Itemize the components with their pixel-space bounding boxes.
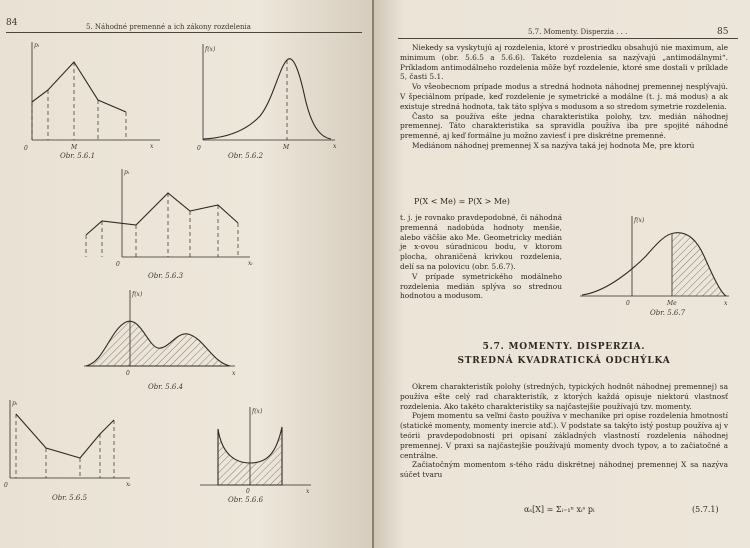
paragraph: Začiatočným momentom s-tého rádu diskrétnej náhodnej premennej X sa nazýva súčet tvaru bbox=[400, 460, 728, 480]
figure-5-6-6 bbox=[196, 403, 316, 493]
density-curve bbox=[203, 59, 331, 139]
origin-label: 0 bbox=[24, 145, 28, 152]
y-axis-label: f(x) bbox=[252, 408, 263, 415]
paragraph: Mediánom náhodnej premennej X sa nazýva taká jej hodnota Me, pre ktorú bbox=[412, 140, 695, 150]
paragraph: t. j. je rovnako pravdepodobné, či náhodná premenná nadobúda hodnoty menšie, alebo väčšie ako Me. Geometricky medián je x-ovou súradnicou bodu, v ktorom plocha, ohraničená krivkou rozdelenia, delí sa na polovicu (obr. 5.6.7). bbox=[400, 213, 562, 271]
x-axis-label: xᵢ bbox=[248, 260, 253, 267]
x-axis-label: xᵢ bbox=[126, 481, 131, 488]
right-header-rule bbox=[398, 38, 738, 39]
y-axis-label: f(x) bbox=[132, 291, 143, 298]
figure-5-6-7 bbox=[574, 212, 734, 308]
mode-label: M bbox=[71, 144, 78, 151]
paragraph: Pojem momentu sa veľmi často používa v mechanike pri opise rozdelenia hmotností (statické momenty, momenty inercie atď.). V podstate sa takýto istý postup používa aj v teórii pravdepodobnosti pri opisaní základných vlastností rozdelenia náhodnej premennej. V praxi sa najčastejšie používajú momenty dvoch typov, a to začiatočné a centrálne. bbox=[400, 411, 728, 460]
equation-number: (5.7.1) bbox=[692, 505, 719, 514]
median-formula: P(X < Me) = P(X > Me) bbox=[414, 197, 510, 206]
paragraph: Niekedy sa vyskytujú aj rozdelenia, ktoré v prostriedku obsahujú nie maximum, ale minimum (obr. 5.6.5 a 5.6.6). Takéto rozdelenia sa nazývajú „antimodálnymi“. Príkladom antimodálneho rozdelenia môže byť rozdelenie, ktoré sme dostali v príklade 5, časti 5.1. bbox=[400, 43, 728, 82]
figure-5-6-1 bbox=[20, 38, 170, 153]
origin-label: 0 bbox=[126, 370, 130, 377]
caption-5-6-7: Obr. 5.6.7 bbox=[650, 309, 686, 317]
y-axis-label: pᵢ bbox=[34, 42, 40, 49]
caption-5-6-2: Obr. 5.6.2 bbox=[228, 152, 264, 160]
paragraph: Často sa používa ešte jedna charakteristika polohy, tzv. medián náhodnej premennej. Táto charakteristika sa spravidla používa iba pre spojité náhodné premenné, aj keď formálne ju možno zaviesť i pre diskrétne premenné. bbox=[400, 111, 728, 141]
median-label: Me bbox=[667, 300, 677, 307]
polygon-line bbox=[32, 62, 126, 112]
caption-5-6-4: Obr. 5.6.4 bbox=[148, 383, 184, 391]
mode-label: M bbox=[283, 144, 290, 151]
left-running-header: 5. Náhodné premenné a ich zákony rozdelenia bbox=[86, 23, 251, 31]
x-axis-label: x bbox=[150, 143, 154, 150]
origin-label: 0 bbox=[626, 300, 630, 307]
moment-formula: αₛ[X] = Σᵢ₌₁ⁿ xᵢˢ pᵢ bbox=[524, 505, 595, 514]
x-axis-label: x bbox=[232, 370, 236, 377]
bimodal-density-curve bbox=[86, 321, 230, 366]
right-running-header: 5.7. Momenty. Disperzia . . . bbox=[528, 28, 628, 36]
right-page bbox=[374, 0, 750, 548]
right-page-number: 85 bbox=[717, 27, 729, 37]
x-axis-label: x bbox=[724, 300, 728, 307]
paragraph: V prípade symetrického modálneho rozdelenia medián splýva so strednou hodnotou a modusom. bbox=[400, 271, 562, 301]
left-header-rule bbox=[6, 32, 362, 33]
figure-5-6-4 bbox=[80, 286, 240, 376]
y-axis-label: f(x) bbox=[634, 217, 645, 224]
median-text-block bbox=[400, 213, 562, 301]
origin-label: 0 bbox=[4, 482, 8, 489]
origin-label: 0 bbox=[246, 488, 250, 495]
paragraph: Okrem charakteristík polohy (stredných, typických hodnôt náhodnej premennej) sa používa ešte celý rad charakteristík, z ktorých každá opisuje niektorú vlastnosť rozdelenia. Ako takéto charakteristiky sa najčastejšie používajú tzv. momenty. bbox=[400, 382, 728, 411]
left-page-number: 84 bbox=[6, 18, 18, 28]
origin-label: 0 bbox=[197, 145, 201, 152]
section-heading-line-1: 5.7. MOMENTY. DISPERZIA. bbox=[482, 342, 646, 352]
figure-5-6-5 bbox=[4, 396, 136, 488]
polygon-line bbox=[16, 414, 114, 458]
caption-5-6-1: Obr. 5.6.1 bbox=[60, 152, 96, 160]
figure-5-6-2 bbox=[195, 38, 345, 153]
section-heading-line-2: STREDNÁ KVADRATICKÁ ODCHÝLKA bbox=[457, 356, 671, 366]
y-axis-label: pᵢ bbox=[12, 400, 18, 407]
intro-text-block bbox=[400, 43, 728, 151]
caption-5-6-3: Obr. 5.6.3 bbox=[148, 272, 184, 280]
right-half-area bbox=[672, 233, 726, 296]
y-axis-label: pᵢ bbox=[124, 169, 130, 176]
x-axis-label: x bbox=[306, 488, 310, 495]
caption-5-6-5: Obr. 5.6.5 bbox=[52, 494, 88, 502]
caption-5-6-6: Obr. 5.6.6 bbox=[228, 496, 264, 504]
y-axis-label: f(x) bbox=[205, 46, 216, 53]
polygon-line bbox=[86, 193, 238, 235]
x-axis-label: x bbox=[333, 143, 337, 150]
paragraph: Vo všeobecnom prípade modus a stredná hodnota náhodnej premennej nesplývajú. V špeciálnom prípade, keď rozdelenie je symetrické a modálne (t. j. má modus) a ak existuje stredná hodnota, tak táto splýva s modusom a so stredom symetrie rozdelenia. bbox=[400, 82, 728, 111]
origin-label: 0 bbox=[116, 261, 120, 268]
section-text-block bbox=[400, 382, 728, 480]
figure-5-6-3 bbox=[78, 165, 258, 270]
left-page bbox=[0, 0, 372, 548]
